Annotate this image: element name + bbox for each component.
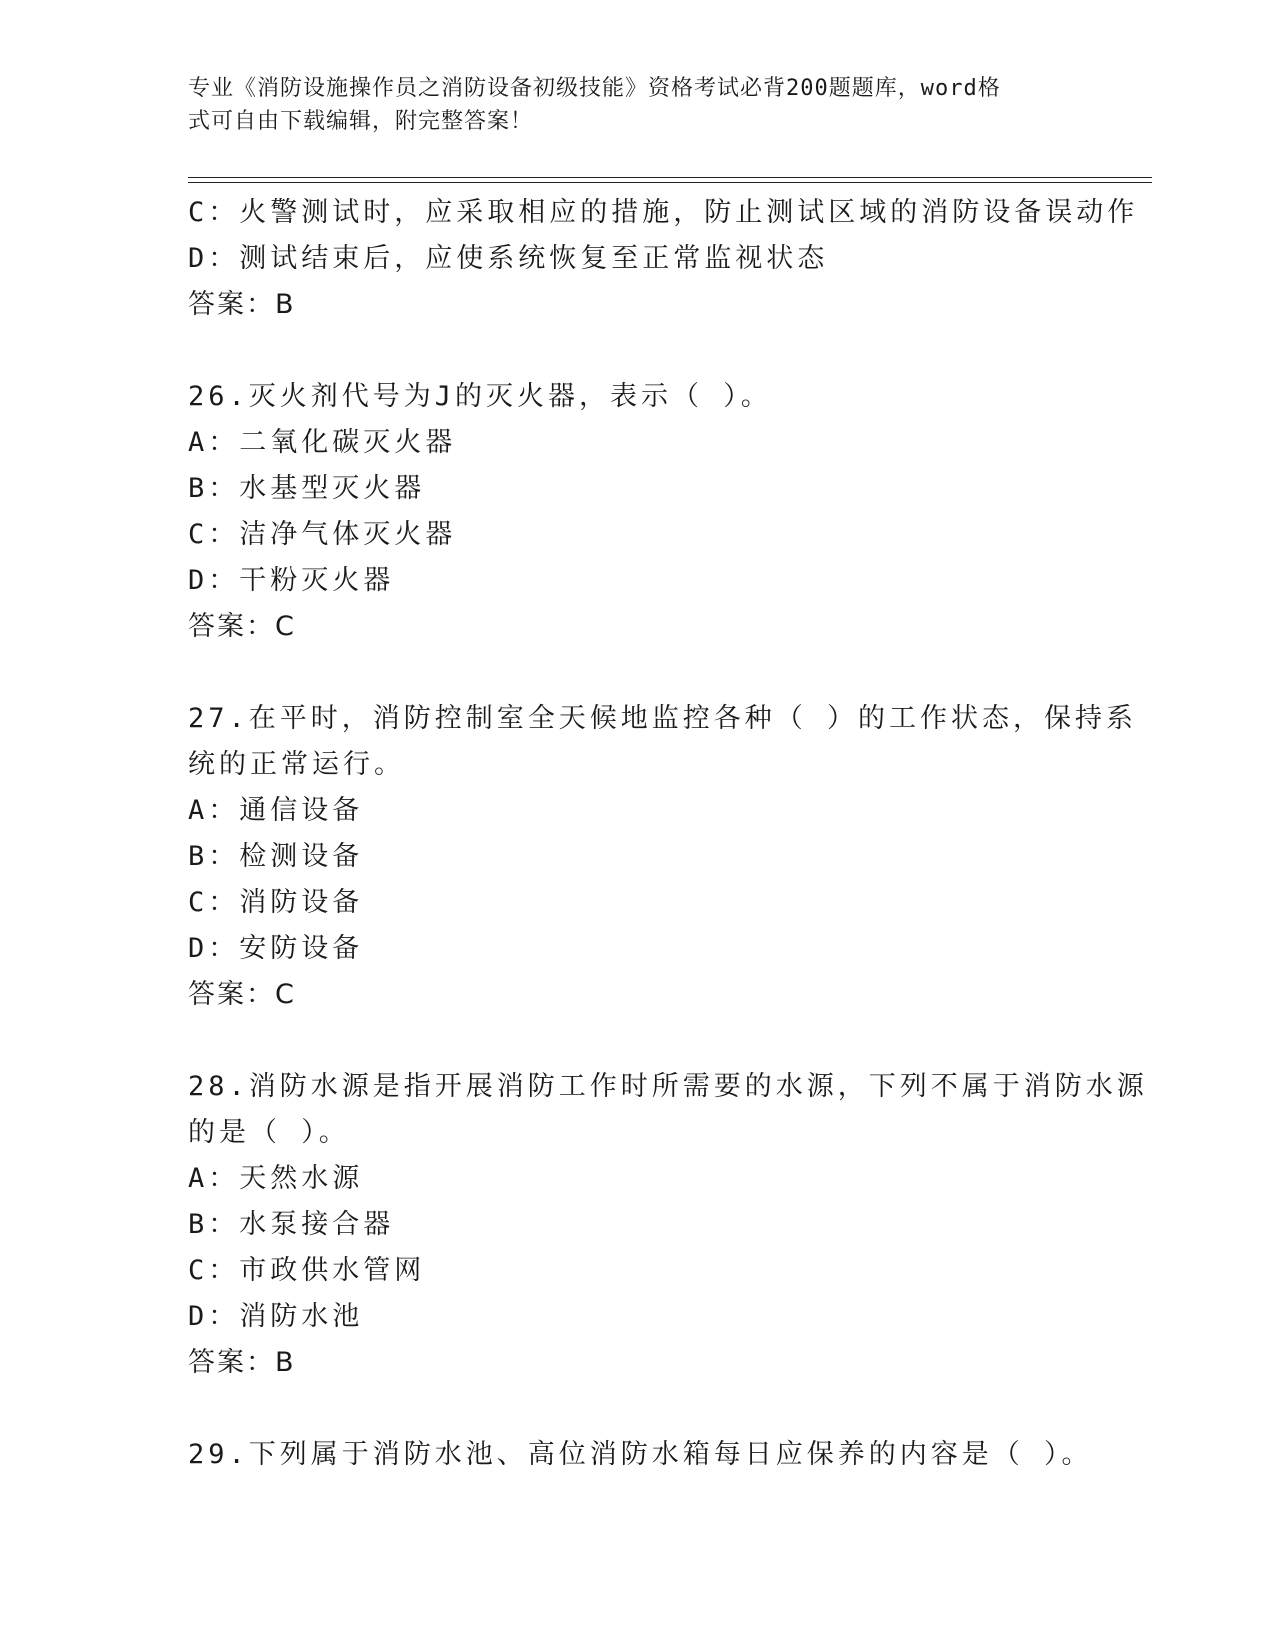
option-c: C：火警测试时，应采取相应的措施，防止测试区域的消防设备误动作 bbox=[188, 197, 1139, 228]
option-b: B：检测设备 bbox=[188, 841, 364, 872]
answer: 答案：B bbox=[188, 1347, 296, 1378]
option-d: D：消防水池 bbox=[188, 1301, 364, 1332]
option-a: A：二氧化碳灭火器 bbox=[188, 427, 457, 458]
option-c: C：洁净气体灭火器 bbox=[188, 519, 457, 550]
header-divider-bottom bbox=[188, 182, 1152, 183]
option-d: D：测试结束后，应使系统恢复至正常监视状态 bbox=[188, 243, 829, 274]
spacer bbox=[188, 1018, 1088, 1064]
spacer bbox=[188, 650, 1088, 696]
document-header bbox=[188, 72, 1068, 138]
question-28 bbox=[188, 1064, 1148, 1386]
spacer bbox=[188, 1386, 1088, 1432]
answer: 答案：C bbox=[188, 611, 296, 642]
answer: 答案：B bbox=[188, 289, 296, 320]
question-stem-continued: 的是（ ）。 bbox=[188, 1117, 350, 1148]
header-line-2: 式可自由下载编辑，附完整答案！ bbox=[188, 109, 534, 134]
question-stem: 27.在平时，消防控制室全天候地监控各种（ ）的工作状态，保持系 bbox=[188, 703, 1138, 734]
question-stem: 29.下列属于消防水池、高位消防水箱每日应保养的内容是（ ）。 bbox=[188, 1439, 1093, 1470]
option-b: B：水基型灭火器 bbox=[188, 473, 426, 504]
question-27 bbox=[188, 696, 1138, 1018]
option-c: C：消防设备 bbox=[188, 887, 364, 918]
option-d: D：干粉灭火器 bbox=[188, 565, 395, 596]
option-a: A：通信设备 bbox=[188, 795, 364, 826]
spacer bbox=[188, 328, 1088, 374]
question-26 bbox=[188, 374, 1088, 650]
header-divider-top bbox=[188, 177, 1152, 178]
question-25-continued bbox=[188, 190, 1139, 328]
header-line-1: 专业《消防设施操作员之消防设备初级技能》资格考试必背200题题库，word格 bbox=[188, 76, 1001, 101]
option-d: D：安防设备 bbox=[188, 933, 364, 964]
question-29 bbox=[188, 1432, 1093, 1478]
option-c: C：市政供水管网 bbox=[188, 1255, 426, 1286]
option-a: A：天然水源 bbox=[188, 1163, 364, 1194]
option-b: B：水泵接合器 bbox=[188, 1209, 395, 1240]
question-stem-continued: 统的正常运行。 bbox=[188, 749, 405, 780]
question-stem: 28.消防水源是指开展消防工作时所需要的水源，下列不属于消防水源 bbox=[188, 1071, 1148, 1102]
question-list bbox=[188, 190, 1148, 1478]
question-stem: 26.灭火剂代号为J的灭火器，表示（ ）。 bbox=[188, 381, 772, 412]
answer: 答案：C bbox=[188, 979, 296, 1010]
